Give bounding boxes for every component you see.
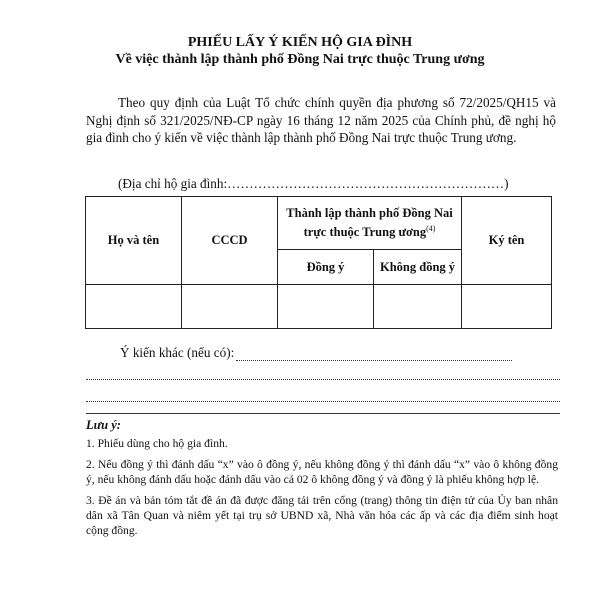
header-citizen-id: CCCD (182, 197, 278, 285)
cell-signature[interactable] (462, 285, 552, 329)
header-group-label: Thành lập thành phố Đồng Nai trực thuộc Trung ương (286, 205, 453, 240)
cell-agree[interactable] (278, 285, 374, 329)
form-title: PHIẾU LẤY Ý KIẾN HỘ GIA ĐÌNH (187, 35, 413, 50)
intro-paragraph: Theo quy định của Luật Tổ chức chính quyền địa phương số 72/2025/QH15 và Nghị định số 321/2025/NĐ-CP ngày 16 tháng 12 năm 2025 của Chính phủ, đề nghị hộ gia đình cho ý kiến về việc thành lập thành phố Đồng Nai trực thuộc Trung ương. (86, 95, 556, 145)
opinion-table (85, 196, 552, 329)
household-address-line: (Địa chỉ hộ gia đình:………………………………………………………) (118, 176, 509, 191)
table-row (86, 285, 552, 329)
header-disagree: Không đồng ý (374, 250, 462, 285)
cell-full-name[interactable] (86, 285, 182, 329)
other-opinion-line-3[interactable] (86, 401, 560, 402)
header-agree: Đồng ý (278, 250, 374, 285)
header-full-name: Họ và tên (86, 197, 182, 285)
note-item: 2. Nếu đồng ý thì đánh dấu “x” vào ô đồng ý, nếu không đồng ý thì đánh dấu “x” vào ô không đồng ý, nếu không đánh dấu hoặc đánh dấu vào cả 02 ô không đồng ý và đồng ý là phiếu không hợp lệ. (86, 458, 558, 486)
notes-title: Lưu ý: (86, 418, 121, 432)
other-opinion-label: Ý kiến khác (nếu có): (120, 345, 235, 360)
other-opinion-line-2[interactable] (86, 379, 560, 380)
notes-list (86, 436, 558, 544)
header-signature: Ký tên (462, 197, 552, 285)
cell-citizen-id[interactable] (182, 285, 278, 329)
other-opinion-field[interactable] (236, 348, 512, 361)
divider (86, 413, 560, 414)
note-item: 3. Đề án và bản tóm tắt đề án đã được đăng tải trên cổng (trang) thông tin điện tử của Ủy ban nhân dân xã Tân Quan và niêm yết tại trụ sở UBND xã, Nhà văn hóa các ấp và các địa điểm sinh hoạt cộng đồng. (86, 494, 558, 537)
note-item: 1. Phiếu dùng cho hộ gia đình. (86, 437, 228, 450)
header-establishment-group (278, 197, 462, 250)
cell-disagree[interactable] (374, 285, 462, 329)
footnote-marker: (4) (426, 223, 436, 233)
other-opinion-line (120, 345, 560, 361)
form-subtitle: Về việc thành lập thành phố Đồng Nai trực thuộc Trung ương (115, 52, 485, 67)
